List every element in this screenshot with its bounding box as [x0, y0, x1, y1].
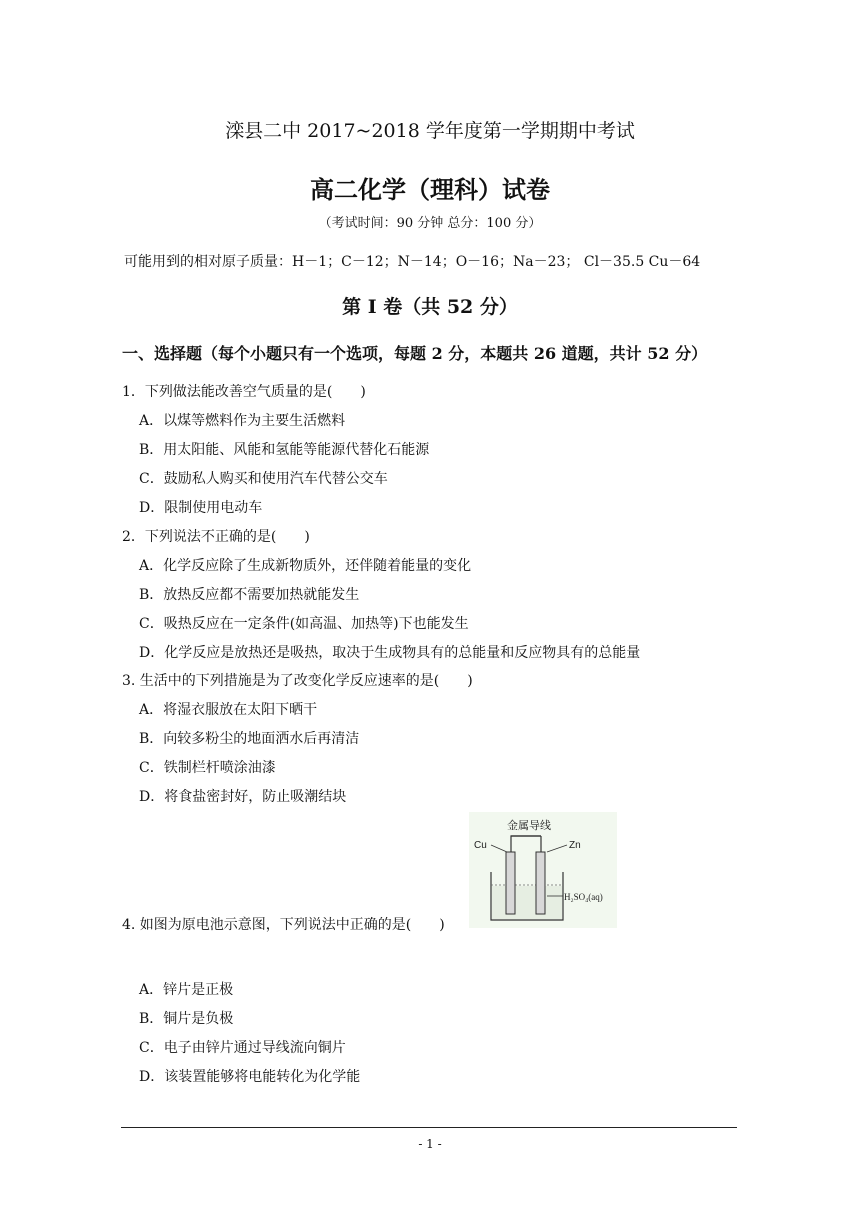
question-1-option-c: C．鼓励私人购买和使用汽车代替公交车 — [139, 471, 388, 487]
wire-label: 金属导线 — [507, 820, 551, 832]
question-3-option-b: B．向较多粉尘的地面洒水后再清洁 — [139, 731, 360, 747]
zn-electrode — [536, 852, 545, 914]
page-number: - 1 - — [418, 1137, 442, 1151]
exam-info: （考试时间：90 分钟 总分：100 分） — [318, 216, 542, 231]
question-1-option-b: B．用太阳能、风能和氢能等能源代替化石能源 — [139, 442, 430, 458]
electrolyte-label: H₂SO₄(aq) — [564, 892, 603, 902]
question-4-option-a: A．锌片是正极 — [139, 982, 234, 998]
footer-rule — [121, 1127, 737, 1128]
galvanic-cell-figure — [469, 812, 617, 928]
question-2-option-a: A．化学反应除了生成新物质外，还伴随着能量的变化 — [139, 558, 472, 574]
atomic-masses: 可能用到的相对原子质量：H－1；C－12；N－14；O－16；Na－23； Cl－35.5 Cu－64 — [124, 254, 701, 270]
volume-title: 第 I 卷（共 52 分） — [342, 296, 518, 318]
paper-title: 高二化学（理科）试卷 — [310, 175, 550, 204]
question-4-option-c: C．电子由锌片通过导线流向铜片 — [139, 1040, 346, 1056]
question-2-option-b: B．放热反应都不需要加热就能发生 — [139, 587, 360, 603]
question-3-option-d: D．将食盐密封好，防止吸潮结块 — [139, 789, 347, 805]
school-exam-line: 滦县二中 2017~2018 学年度第一学期期中考试 — [225, 120, 635, 142]
question-3-option-c: C．铁制栏杆喷涂油漆 — [139, 760, 276, 776]
question-4-option-d: D．该装置能够将电能转化为化学能 — [139, 1069, 361, 1085]
question-4-stem: 4. 如图为原电池示意图，下列说法中正确的是( ) — [122, 917, 445, 933]
question-2-option-d: D．化学反应是放热还是吸热，取决于生成物具有的总能量和反应物具有的总能量 — [139, 645, 641, 661]
cu-electrode — [506, 852, 515, 914]
cu-electrode-label: Cu — [474, 840, 487, 851]
question-1-option-a: A．以煤等燃料作为主要生活燃料 — [139, 413, 346, 429]
question-1-stem: 1．下列做法能改善空气质量的是( ) — [122, 384, 366, 400]
zn-electrode-label: Zn — [569, 840, 581, 851]
question-3-option-a: A．将湿衣服放在太阳下晒干 — [139, 702, 318, 718]
question-2-option-c: C．吸热反应在一定条件(如高温、加热等)下也能发生 — [139, 616, 469, 632]
question-1-option-d: D．限制使用电动车 — [139, 500, 263, 516]
question-2-stem: 2．下列说法不正确的是( ) — [122, 529, 310, 545]
question-3-stem: 3. 生活中的下列措施是为了改变化学反应速率的是( ) — [122, 673, 473, 689]
section-title: 一、选择题（每个小题只有一个选项，每题 2 分，本题共 26 道题，共计 52 分） — [122, 344, 708, 363]
question-4-option-b: B．铜片是负极 — [139, 1011, 234, 1027]
